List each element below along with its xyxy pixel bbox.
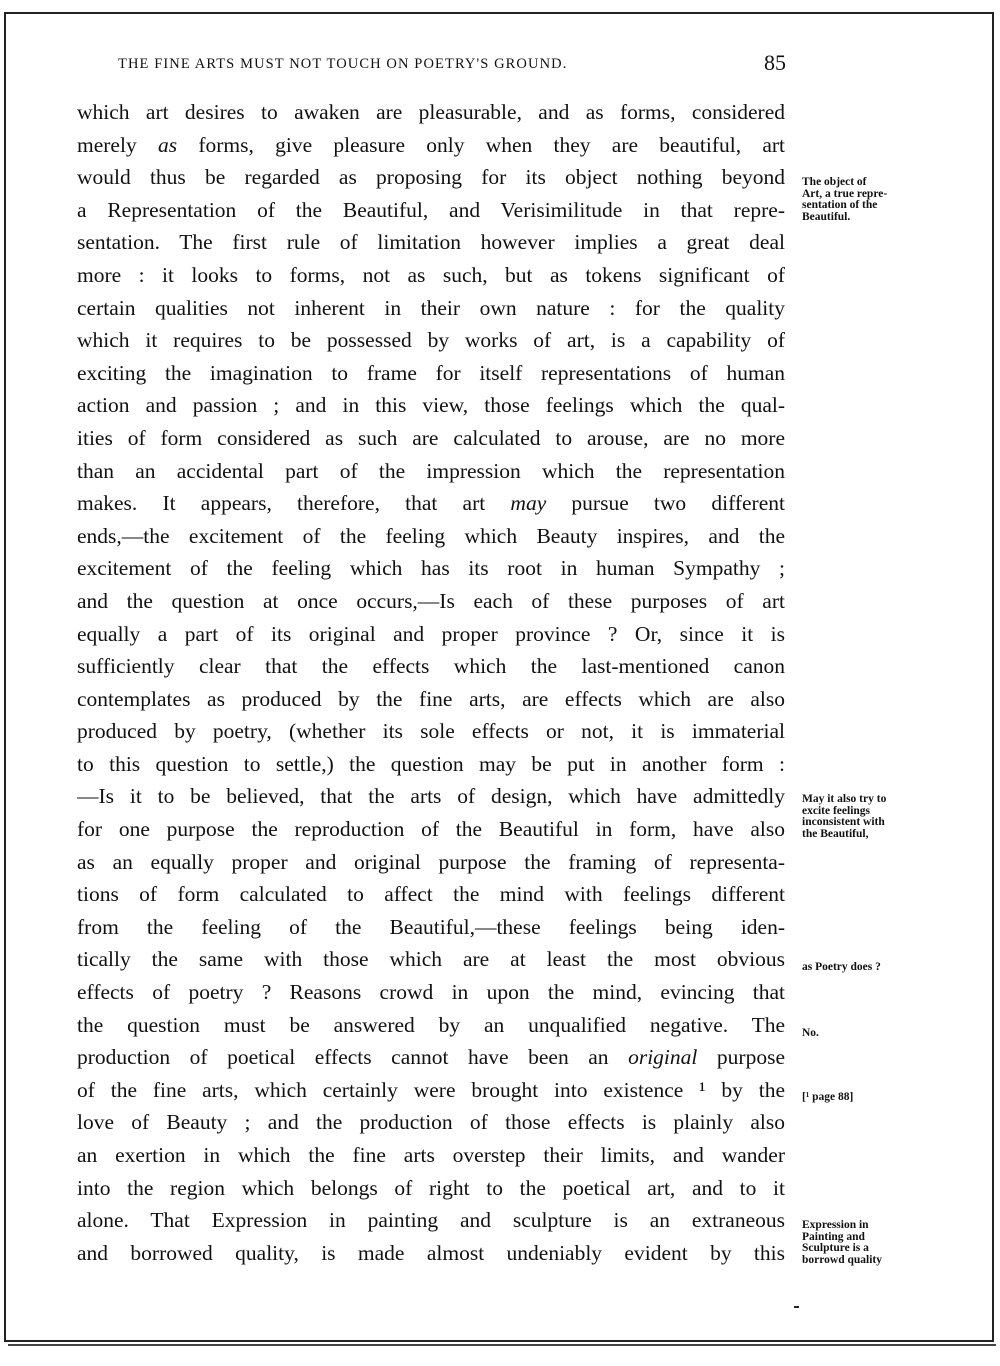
text-line: would thus be regarded as proposing for its object nothing beyond (77, 165, 785, 190)
text-line: from the feeling of the Beautiful,—these feelings being iden- (77, 914, 785, 939)
text-line: equally a part of its original and proper province ? Or, since it is (77, 621, 785, 646)
text-line: production of poetical effects cannot have been an original purpose (77, 1045, 785, 1070)
text-line: and borrowed quality, is made almost undeniably evident by this (77, 1240, 785, 1265)
sidenote-excite-feelings (802, 794, 952, 840)
sidenote-line: Beautiful. (802, 210, 851, 223)
sidenote-line: Painting and (802, 1230, 865, 1243)
text-line: a Representation of the Beautiful, and Verisimilitude in that repre- (77, 197, 785, 222)
sidenote-line: inconsistent with (802, 816, 885, 828)
text-line: tically the same with those which are at least the most obvious (77, 947, 785, 972)
text-line: merely as forms, give pleasure only when they are beautiful, art (77, 132, 785, 157)
sidenote-object-of-art (802, 177, 952, 223)
running-head: THE FINE ARTS MUST NOT TOUCH ON POETRY'S GROUND. (118, 56, 568, 72)
text-line: an exertion in which the fine arts overstep their limits, and wander (77, 1143, 785, 1167)
sidenote-line: The object of (802, 176, 867, 188)
text-line: the question must be answered by an unqualified negative. The (77, 1012, 785, 1037)
text-line: effects of poetry ? Reasons crowd in upon the mind, evincing that (77, 980, 785, 1005)
sidenote-line: May it also try to (802, 793, 887, 805)
sidenote-line: excite feelings (802, 804, 871, 817)
text-line: which it requires to be possessed by works of art, is a capability of (77, 328, 785, 353)
sidenote-line: No. (802, 1027, 819, 1039)
sidenote-expression-borrowed (802, 1220, 952, 1266)
stray-mark (794, 1306, 799, 1308)
sidenote-line: the Beautiful, (802, 827, 869, 840)
sidenote-line: [¹ page 88] (802, 1091, 854, 1103)
text-line: alone. That Expression in painting and sculpture is an extraneous (77, 1208, 785, 1233)
text-line: than an accidental part of the impression which the representation (77, 458, 785, 483)
text-line: contemplates as produced by the fine arts, are effects which are also (77, 686, 785, 711)
page-number: 85 (764, 50, 786, 75)
sidenote-line: borrowd quality (802, 1253, 882, 1266)
text-line: sentation. The first rule of limitation however implies a great deal (77, 230, 785, 255)
text-line: and the question at once occurs,—Is each of these purposes of art (77, 588, 785, 613)
sidenote-line: Art, a true repre- (802, 187, 888, 200)
sidenote-as-poetry-does (802, 962, 952, 974)
sidenote-line: Sculpture is a (802, 1242, 869, 1254)
text-line: ends,—the excitement of the feeling which Beauty inspires, and the (77, 523, 785, 548)
text-line: to this question to settle,) the question may be put in another form : (77, 751, 785, 776)
text-line: exciting the imagination to frame for itself representations of human (77, 360, 785, 385)
text-line: certain qualities not inherent in their own nature : for the quality (77, 295, 785, 320)
text-line: produced by poetry, (whether its sole effects or not, it is immaterial (77, 719, 785, 744)
sidenote-line: sentation of the (802, 199, 878, 211)
text-line: action and passion ; and in this view, those feelings which the qual- (77, 393, 785, 418)
sidenote-page-reference (802, 1092, 952, 1104)
text-line: love of Beauty ; and the production of those effects is plainly also (77, 1110, 785, 1135)
text-line: sufficiently clear that the effects which the last-mentioned canon (77, 654, 785, 679)
text-line: —Is it to be believed, that the arts of design, which have admittedly (77, 784, 785, 809)
text-line: of the fine arts, which certainly were brought into existence ¹ by the (77, 1077, 785, 1102)
text-line: excitement of the feeling which has its root in human Sympathy ; (77, 556, 785, 581)
text-line: into the region which belongs of right to the poetical art, and to it (77, 1175, 785, 1200)
text-line: as an equally proper and original purpose the framing of representa- (77, 849, 785, 874)
sidenote-line: Expression in (802, 1219, 869, 1231)
text-line: which art desires to awaken are pleasurable, and as forms, considered (77, 100, 785, 124)
body-text (77, 96, 785, 1269)
sidenote-line: as Poetry does ? (802, 961, 881, 973)
text-line: for one purpose the reproduction of the Beautiful in form, have also (77, 817, 785, 842)
text-line: tions of form calculated to affect the mind with feelings different (77, 882, 785, 907)
text-line: ities of form considered as such are calculated to arouse, are no more (77, 425, 785, 450)
text-line: more : it looks to forms, not as such, but as tokens significant of (77, 262, 785, 287)
sidenote-no (802, 1028, 952, 1040)
page-header (118, 52, 786, 82)
page-frame-shadow (8, 1344, 996, 1346)
text-line: makes. It appears, therefore, that art may pursue two different (77, 491, 785, 516)
